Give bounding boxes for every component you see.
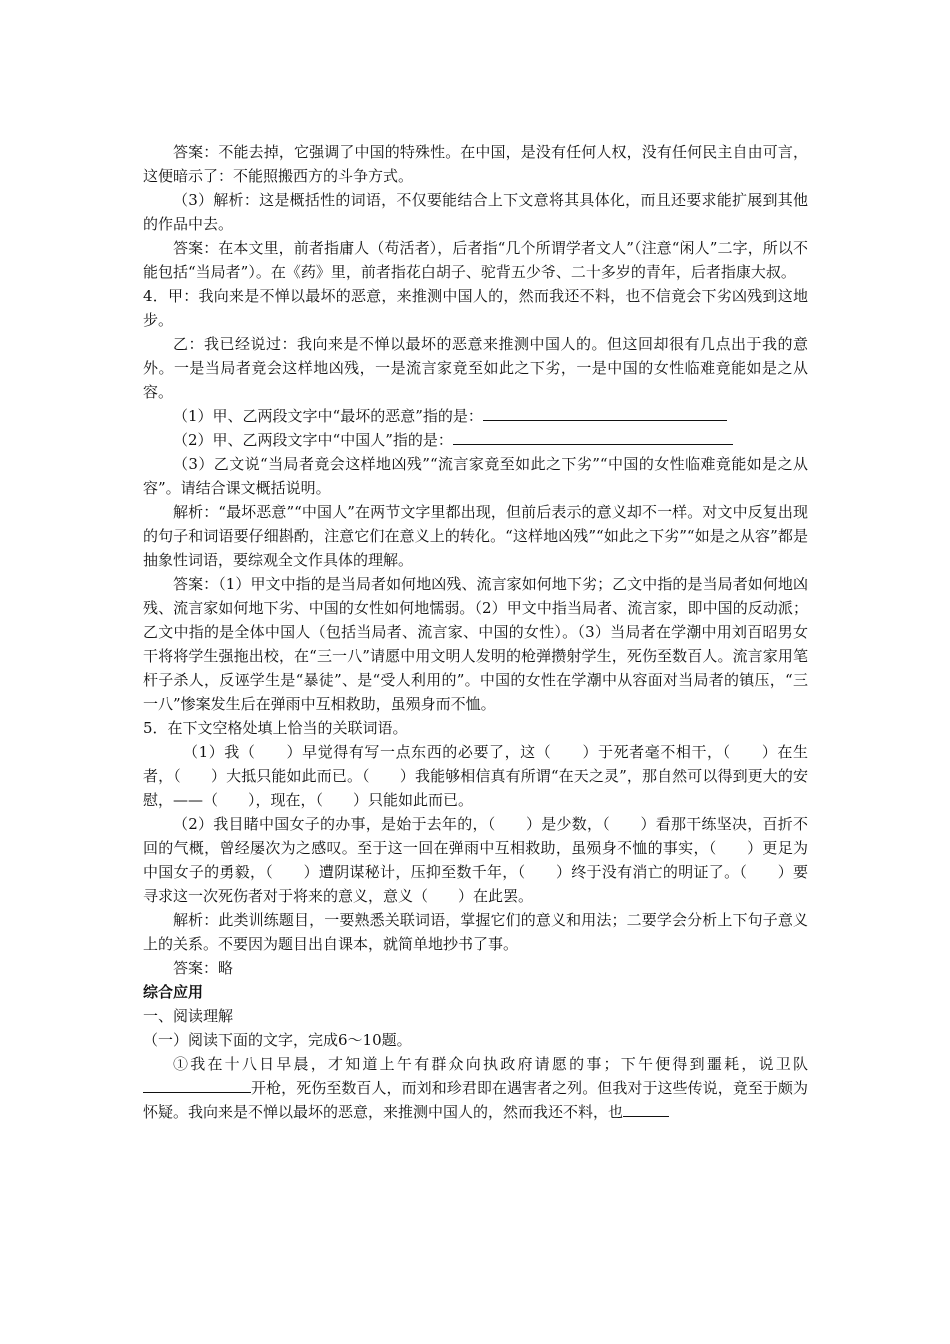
answer-blank[interactable] [453, 428, 733, 445]
reading-passage [143, 1052, 808, 1124]
question-5-analysis: 解析：此类训练题目，一要熟悉关联词语，掌握它们的意义和用法；二要学会分析上下句子意义上的关系。不要因为题目出自课本，就简单地抄书了事。 [143, 911, 808, 953]
question-4-analysis: 解析：“最坏恶意”“中国人”在两节文字里都出现，但前后表示的意义却不一样。对文中反复出现的句子和词语要仔细斟酌，注意它们在意义上的转化。“这样地凶残”“如此之下劣”“如是之从容”都是抽象性词语，要综观全文作具体的理解。 [143, 503, 808, 569]
question-4-answer: 答案：（1）甲文中指的是当局者如何地凶残、流言家如何地下劣；乙文中指的是当局者如何地凶残、流言家如何地下劣、中国的女性如何地懦弱。（2）甲文中指当局者、流言家，即中国的反动派；乙文中指的是全体中国人（包括当局者、流言家、中国的女性）。（3）当局者在学潮中用刘百昭男女干将将学生强拖出校，在“三一八”请愿中用文明人发明的枪弹攒射学生，死伤至数百人。流言家用笔杆子杀人，反诬学生是“暴徒”、是“受人利用的”。中国的女性在学潮中从容面对当局者的镇压，“三一八”惨案发生后在弹雨中互相救助，虽殒身而不恤。 [143, 575, 808, 713]
document-page [143, 140, 808, 1124]
reading-passage-start: ①我在十八日早晨，才知道上午有群众向执政府请愿的事；下午便得到噩耗，说卫队 [173, 1055, 808, 1073]
question-3-analysis: （3）解析：这是概括性的词语，不仅要能结合上下文意将其具体化，而且还要求能扩展到其他的作品中去。 [143, 191, 808, 233]
question-4-sub-1-text: （1）甲、乙两段文字中“最坏的恶意”指的是： [173, 407, 483, 425]
question-4-sub-2 [143, 428, 808, 452]
part-1-heading: 一、阅读理解 [143, 1007, 234, 1025]
question-4-sub-2-text: （2）甲、乙两段文字中“中国人”指的是： [173, 431, 453, 449]
question-5-answer: 答案：略 [173, 959, 234, 977]
answer-blank[interactable] [483, 404, 727, 421]
answer-blank[interactable] [143, 1076, 251, 1093]
answer-blank[interactable] [623, 1100, 669, 1117]
question-4-passage-yi: 乙：我已经说过：我向来是不惮以最坏的恶意来推测中国人的。但这回却很有几点出于我的意外。一是当局者竟会这样地凶残，一是流言家竟至如此之下劣，一是中国的女性临难竟能如是之从容。 [143, 335, 808, 401]
question-4-passage-jia: 4．甲：我向来是不惮以最坏的恶意，来推测中国人的，然而我还不料，也不信竟会下劣凶残到这地步。 [143, 287, 808, 329]
reading-passage-cont: 开枪，死伤至数百人，而刘和珍君即在遇害者之列。但我对于这些传说，竟至于颇为怀疑。我向来是不惮以最坏的恶意，来推测中国人的，然而我还不料，也 [143, 1079, 808, 1121]
answer-paragraph-1: 答案：不能去掉，它强调了中国的特殊性。在中国，是没有任何人权，没有任何民主自由可言，这便暗示了：不能照搬西方的斗争方式。 [143, 143, 808, 185]
question-5-title: 5．在下文空格处填上恰当的关联词语。 [143, 719, 408, 737]
question-5-sub-1: （1）我（ ）早觉得有写一点东西的必要了，这（ ）于死者毫不相干，（ ）在生者，（ ）大抵只能如此而已。（ ）我能够相信真有所谓“在天之灵”，那自然可以得到更大的安慰，——（ ），现在，（ ）只能如此而已。 [143, 743, 808, 809]
question-4-sub-3: （3）乙文说“当局者竟会这样地凶残”“流言家竟至如此之下劣”“中国的女性临难竟能如是之从容”。请结合课文概括说明。 [143, 455, 808, 497]
answer-paragraph-3: 答案：在本文里，前者指庸人（苟活者），后者指“几个所谓学者文人”（注意“闲人”二字，所以不能包括“当局者”）。在《药》里，前者指花白胡子、驼背五少爷、二十多岁的青年，后者指康大叔。 [143, 239, 808, 281]
question-4-sub-1 [143, 404, 808, 428]
section-title: 综合应用 [143, 983, 204, 1001]
part-1-subheading: （一）阅读下面的文字，完成6～10题。 [143, 1031, 412, 1049]
question-5-sub-2: （2）我目睹中国女子的办事，是始于去年的，（ ）是少数，（ ）看那干练坚决，百折不回的气概，曾经屡次为之感叹。至于这一回在弹雨中互相救助，虽殒身不恤的事实，（ ）更足为中国女子的勇毅，（ ）遭阴谋秘计，压抑至数千年，（ ）终于没有消亡的明证了。（ ）要寻求这一次死伤者对于将来的意义，意义（ ）在此罢。 [143, 815, 808, 905]
